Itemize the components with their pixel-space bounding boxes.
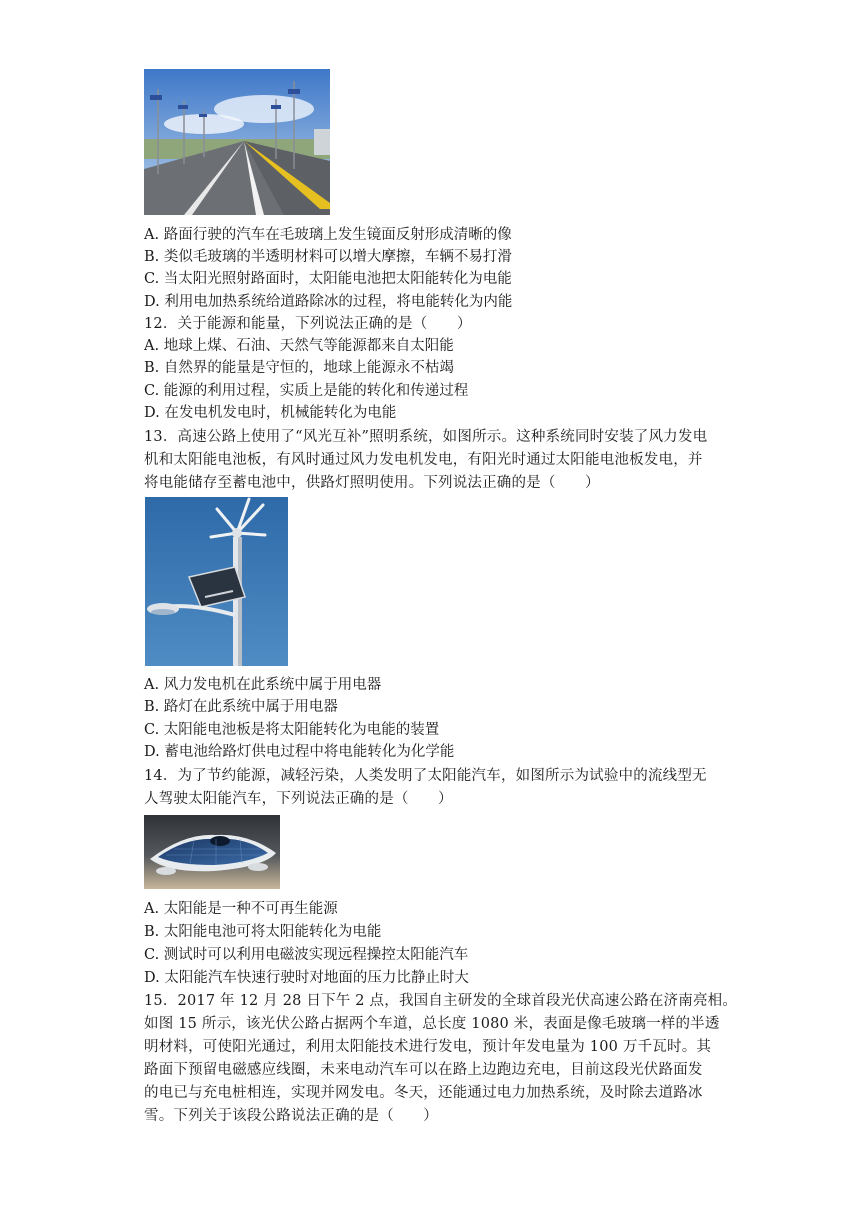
q12-option-d: D. 在发电机发电时，机械能转化为电能 bbox=[144, 405, 397, 421]
q13-stem-line-1: 13．高速公路上使用了“风光互补”照明系统，如图所示。这种系统同时安装了风力发电 bbox=[144, 429, 708, 445]
q15-stem-line-3: 明材料，可使阳光通过，利用太阳能技术进行发电，预计年发电量为 100 万千瓦时。其 bbox=[144, 1039, 712, 1055]
solar-highway-photo bbox=[144, 69, 330, 215]
q13-stem-line-2: 机和太阳能电池板，有风时通过风力发电机发电，有阳光时通过太阳能电池板发电，并 bbox=[144, 452, 703, 468]
q13-option-b: B. 路灯在此系统中属于用电器 bbox=[144, 699, 338, 715]
q11-option-c: C. 当太阳光照射路面时，太阳能电池把太阳能转化为电能 bbox=[144, 271, 512, 287]
q14-option-b: B. 太阳能电池可将太阳能转化为电能 bbox=[144, 924, 382, 940]
q13-option-d: D. 蓄电池给路灯供电过程中将电能转化为化学能 bbox=[144, 744, 455, 760]
q11-option-b: B. 类似毛玻璃的半透明材料可以增大摩擦，车辆不易打滑 bbox=[144, 249, 512, 265]
q11-option-d: D. 利用电加热系统给道路除冰的过程，将电能转化为内能 bbox=[144, 294, 513, 310]
q12-option-b: B. 自然界的能量是守恒的，地球上能源永不枯竭 bbox=[144, 360, 454, 376]
wind-solar-streetlight-photo bbox=[145, 497, 288, 666]
q13-option-c: C. 太阳能电池板是将太阳能转化为电能的装置 bbox=[144, 722, 440, 738]
q13-stem-line-3: 将电能储存至蓄电池中，供路灯照明使用。下列说法正确的是（ ） bbox=[144, 475, 600, 491]
q14-stem-line-2: 人驾驶太阳能汽车，下列说法正确的是（ ） bbox=[144, 791, 453, 807]
q12-option-a: A. 地球上煤、石油、天然气等能源都来自太阳能 bbox=[144, 338, 454, 354]
q15-stem-line-2: 如图 15 所示，该光伏公路占据两个车道，总长度 1080 米，表面是像毛玻璃一样的半透 bbox=[144, 1016, 720, 1032]
q15-stem-line-5: 的电已与充电桩相连，实现并网发电。冬天，还能通过电力加热系统，及时除去道路冰 bbox=[144, 1085, 703, 1101]
q15-stem-line-1: 15．2017 年 12 月 28 日下午 2 点，我国自主研发的全球首段光伏高速公路在济南亮相。 bbox=[144, 993, 738, 1009]
q14-option-a: A. 太阳能是一种不可再生能源 bbox=[144, 901, 338, 917]
q12-option-c: C. 能源的利用过程，实质上是能的转化和传递过程 bbox=[144, 383, 469, 399]
q14-stem-line-1: 14．为了节约能源，减轻污染，人类发明了太阳能汽车，如图所示为试验中的流线型无 bbox=[144, 768, 707, 784]
q15-stem-line-4: 路面下预留电磁感应线圈，未来电动汽车可以在路上边跑边充电，目前这段光伏路面发 bbox=[144, 1062, 703, 1078]
q11-option-a: A. 路面行驶的汽车在毛玻璃上发生镜面反射形成清晰的像 bbox=[144, 227, 512, 243]
q14-option-c: C. 测试时可以利用电磁波实现远程操控太阳能汽车 bbox=[144, 947, 469, 963]
q13-option-a: A. 风力发电机在此系统中属于用电器 bbox=[144, 677, 382, 693]
q15-stem-line-6: 雪。下列关于该段公路说法正确的是（ ） bbox=[144, 1108, 438, 1124]
q14-option-d: D. 太阳能汽车快速行驶时对地面的压力比静止时大 bbox=[144, 970, 469, 986]
solar-car-photo bbox=[144, 815, 280, 889]
q12-stem: 12．关于能源和能量，下列说法正确的是（ ） bbox=[144, 316, 472, 332]
